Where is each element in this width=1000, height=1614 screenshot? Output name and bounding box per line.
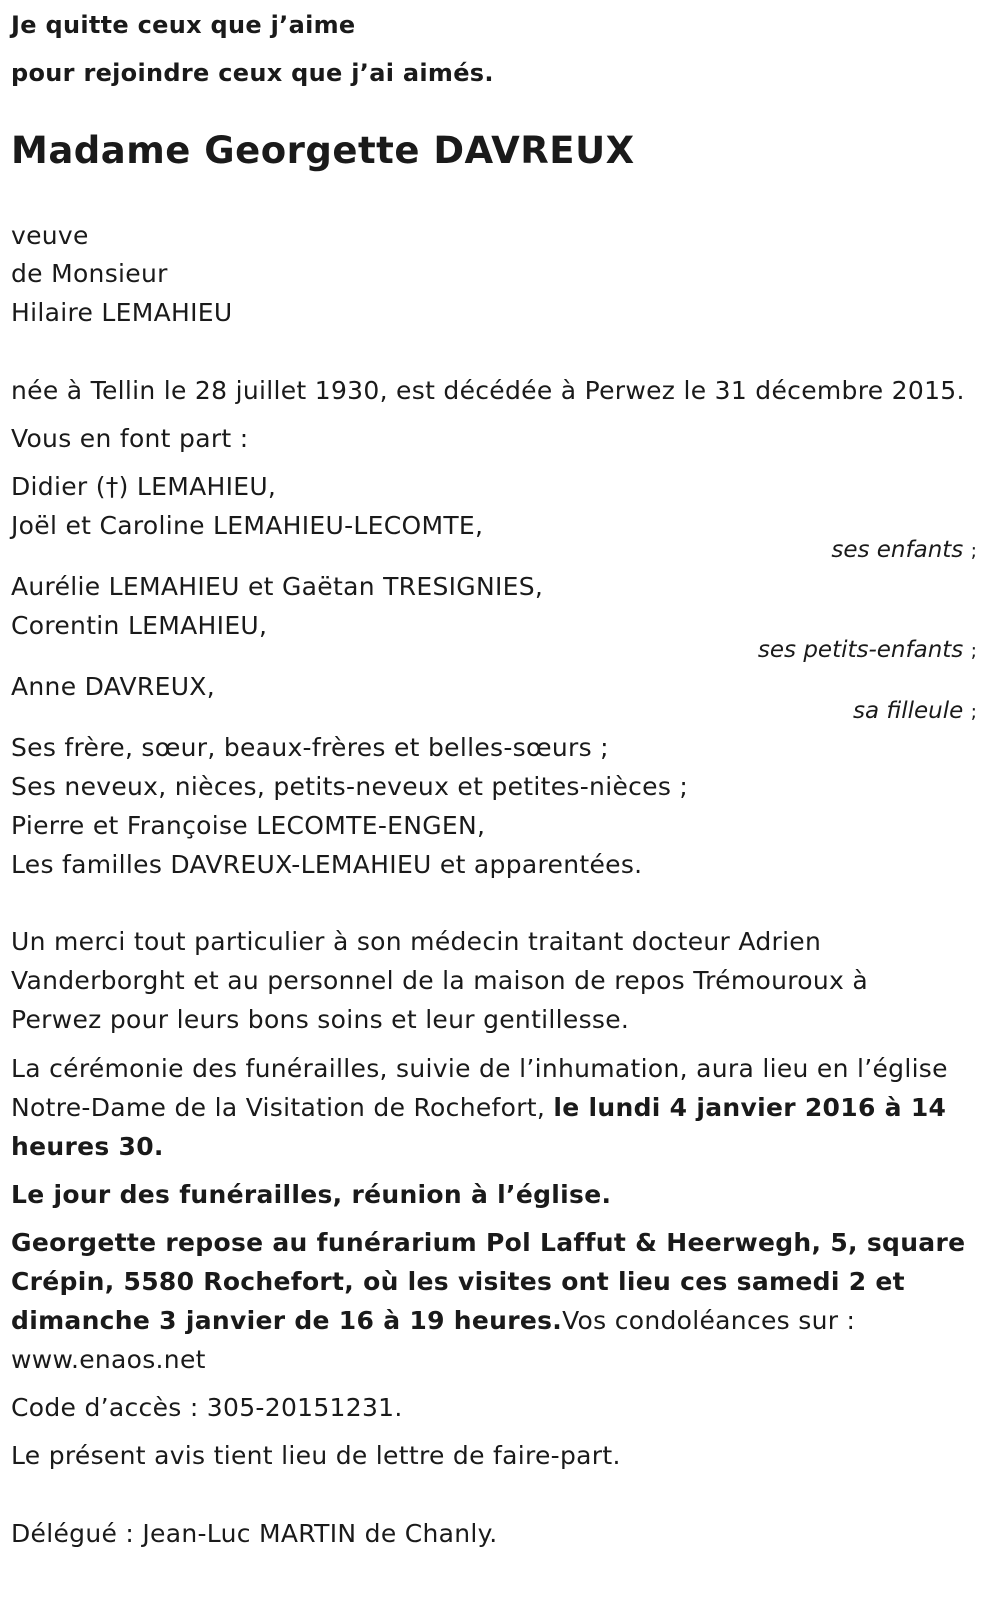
widow-line-1: veuve bbox=[11, 221, 89, 250]
ceremony-line-2: Notre-Dame de la Visitation de Rochefort, le lundi 4 janvier 2016 à 14 bbox=[11, 1093, 947, 1122]
children-role: ses enfants ; bbox=[831, 537, 977, 563]
other-family-line: Les familles DAVREUX-LEMAHIEU et apparentées. bbox=[11, 850, 643, 879]
notice-line: Le présent avis tient lieu de lettre de faire-part. bbox=[11, 1441, 621, 1470]
deceased-name: Madame Georgette DAVREUX bbox=[11, 129, 635, 172]
birth-death-line: née à Tellin le 28 juillet 1930, est décédée à Perwez le 31 décembre 2015. bbox=[11, 376, 965, 405]
delegate-line: Délégué : Jean-Luc MARTIN de Chanly. bbox=[11, 1519, 498, 1548]
child-name: Joël et Caroline LEMAHIEU-LECOMTE, bbox=[11, 511, 484, 540]
child-name: Didier (†) LEMAHIEU, bbox=[11, 472, 277, 501]
ceremony-time: heures 30. bbox=[11, 1132, 164, 1161]
other-family-line: Ses neveux, nièces, petits-neveux et petites-nièces ; bbox=[11, 772, 689, 801]
condolences-website: www.enaos.net bbox=[11, 1345, 206, 1374]
widow-line-3: Hilaire LEMAHIEU bbox=[11, 298, 233, 327]
funerarium-line-2: Crépin, 5580 Rochefort, où les visites ont lieu ces samedi 2 et bbox=[11, 1267, 905, 1296]
ceremony-line-1: La cérémonie des funérailles, suivie de l’inhumation, aura lieu en l’église bbox=[11, 1054, 948, 1083]
family-intro: Vous en font part : bbox=[11, 424, 249, 453]
access-code: Code d’accès : 305-20151231. bbox=[11, 1393, 403, 1422]
ceremony-date: le lundi 4 janvier 2016 à 14 bbox=[553, 1093, 947, 1122]
visit-hours: dimanche 3 janvier de 16 à 19 heures. bbox=[11, 1306, 563, 1335]
other-family-line: Ses frère, sœur, beaux-frères et belles-sœurs ; bbox=[11, 733, 609, 762]
condolences-label: Vos condoléances sur : bbox=[562, 1306, 856, 1335]
thanks-line: Un merci tout particulier à son médecin traitant docteur Adrien bbox=[11, 927, 822, 956]
funerarium-line-1: Georgette repose au funérarium Pol Laffut & Heerwegh, 5, square bbox=[11, 1228, 966, 1257]
goddaughter-role: sa filleule ; bbox=[852, 698, 977, 724]
quote-line-2: pour rejoindre ceux que j’ai aimés. bbox=[11, 59, 494, 87]
thanks-line: Vanderborght et au personnel de la maison de repos Trémouroux à bbox=[11, 966, 868, 995]
widow-line-2: de Monsieur bbox=[11, 259, 168, 288]
quote-line-1: Je quitte ceux que j’aime bbox=[11, 11, 356, 39]
other-family-line: Pierre et Françoise LECOMTE-ENGEN, bbox=[11, 811, 486, 840]
grandchildren-role: ses petits-enfants ; bbox=[757, 637, 977, 663]
grandchild-name: Aurélie LEMAHIEU et Gaëtan TRESIGNIES, bbox=[11, 572, 544, 601]
meeting-line: Le jour des funérailles, réunion à l’église. bbox=[11, 1180, 612, 1209]
funerarium-line-3 bbox=[11, 1306, 855, 1336]
thanks-line: Perwez pour leurs bons soins et leur gentillesse. bbox=[11, 1005, 630, 1034]
goddaughter-name: Anne DAVREUX, bbox=[11, 672, 215, 701]
grandchild-name: Corentin LEMAHIEU, bbox=[11, 611, 268, 640]
